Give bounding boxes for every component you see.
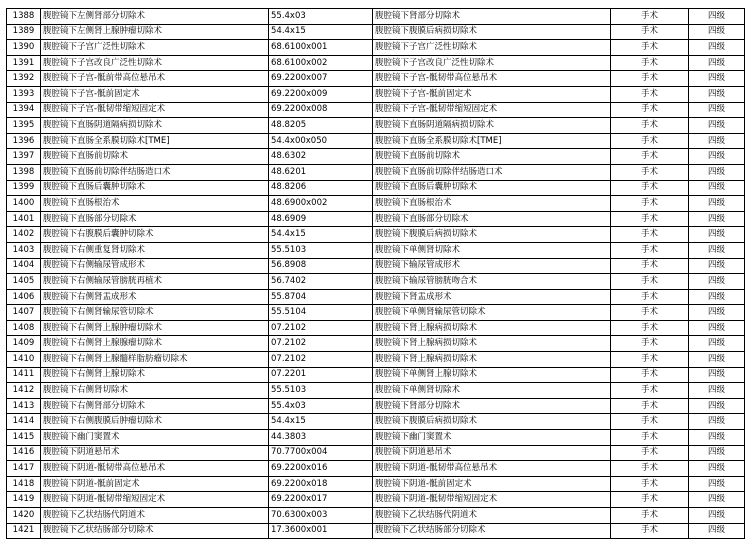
procedure-code: 56.8908 bbox=[269, 258, 373, 274]
procedure-level: 四级 bbox=[689, 445, 745, 461]
row-index: 1403 bbox=[7, 242, 41, 258]
procedure-level: 四级 bbox=[689, 523, 745, 539]
procedure-name: 腹腔镜下直肠阴道隔病损切除术 bbox=[41, 118, 269, 134]
procedure-code: 48.8206 bbox=[269, 180, 373, 196]
procedure-table bbox=[6, 8, 745, 539]
procedure-type: 手术 bbox=[611, 258, 689, 274]
row-index: 1416 bbox=[7, 445, 41, 461]
procedure-name: 腹腔镜下右侧输尿管膀胱再植术 bbox=[41, 274, 269, 290]
procedure-type: 手术 bbox=[611, 461, 689, 477]
procedure-type: 手术 bbox=[611, 430, 689, 446]
standard-name: 腹腔镜下阴道-骶韧带高位悬吊术 bbox=[373, 461, 611, 477]
procedure-type: 手术 bbox=[611, 24, 689, 40]
procedure-code: 55.4x03 bbox=[269, 398, 373, 414]
standard-name: 腹腔镜下直肠前切除伴结肠造口术 bbox=[373, 164, 611, 180]
procedure-level: 四级 bbox=[689, 508, 745, 524]
procedure-code: 55.5104 bbox=[269, 305, 373, 321]
procedure-level: 四级 bbox=[689, 227, 745, 243]
procedure-code: 07.2102 bbox=[269, 320, 373, 336]
table-row bbox=[7, 40, 745, 56]
procedure-level: 四级 bbox=[689, 430, 745, 446]
procedure-code: 70.7700x004 bbox=[269, 445, 373, 461]
procedure-code: 68.6100x002 bbox=[269, 55, 373, 71]
procedure-level: 四级 bbox=[689, 196, 745, 212]
procedure-level: 四级 bbox=[689, 71, 745, 87]
procedure-level: 四级 bbox=[689, 9, 745, 25]
procedure-name: 腹腔镜下阴道-骶前固定术 bbox=[41, 476, 269, 492]
standard-name: 腹腔镜下肾上腺病损切除术 bbox=[373, 336, 611, 352]
procedure-code: 07.2102 bbox=[269, 352, 373, 368]
procedure-level: 四级 bbox=[689, 211, 745, 227]
row-index: 1402 bbox=[7, 227, 41, 243]
procedure-name: 腹腔镜下阴道-骶韧带高位悬吊术 bbox=[41, 461, 269, 477]
standard-name: 腹腔镜下输尿管成形术 bbox=[373, 258, 611, 274]
procedure-level: 四级 bbox=[689, 55, 745, 71]
table-row bbox=[7, 133, 745, 149]
procedure-type: 手术 bbox=[611, 102, 689, 118]
procedure-code: 54.4x15 bbox=[269, 227, 373, 243]
procedure-code: 54.4x00x050 bbox=[269, 133, 373, 149]
procedure-code: 69.2200x018 bbox=[269, 476, 373, 492]
procedure-type: 手术 bbox=[611, 336, 689, 352]
procedure-code: 55.5103 bbox=[269, 242, 373, 258]
row-index: 1411 bbox=[7, 367, 41, 383]
table-row bbox=[7, 258, 745, 274]
standard-name: 腹腔镜下肾部分切除术 bbox=[373, 9, 611, 25]
procedure-name: 腹腔镜下右腹膜后囊肿切除术 bbox=[41, 227, 269, 243]
standard-name: 腹腔镜下单侧肾上腺切除术 bbox=[373, 367, 611, 383]
standard-name: 腹腔镜下子宫改良广泛性切除术 bbox=[373, 55, 611, 71]
row-index: 1419 bbox=[7, 492, 41, 508]
procedure-type: 手术 bbox=[611, 211, 689, 227]
standard-name: 腹腔镜下乙状结肠代阴道术 bbox=[373, 508, 611, 524]
procedure-type: 手术 bbox=[611, 242, 689, 258]
procedure-level: 四级 bbox=[689, 164, 745, 180]
standard-name: 腹腔镜下直肠全系膜切除术[TME] bbox=[373, 133, 611, 149]
procedure-code: 07.2201 bbox=[269, 367, 373, 383]
table-row bbox=[7, 71, 745, 87]
table-row bbox=[7, 476, 745, 492]
procedure-code: 44.3803 bbox=[269, 430, 373, 446]
procedure-type: 手术 bbox=[611, 118, 689, 134]
procedure-level: 四级 bbox=[689, 40, 745, 56]
procedure-level: 四级 bbox=[689, 274, 745, 290]
table-row bbox=[7, 196, 745, 212]
procedure-code: 69.2200x017 bbox=[269, 492, 373, 508]
standard-name: 腹腔镜下阴道-骶前固定术 bbox=[373, 476, 611, 492]
procedure-type: 手术 bbox=[611, 55, 689, 71]
row-index: 1421 bbox=[7, 523, 41, 539]
procedure-name: 腹腔镜下右侧肾输尿管切除术 bbox=[41, 305, 269, 321]
procedure-code: 70.6300x003 bbox=[269, 508, 373, 524]
procedure-name: 腹腔镜下直肠前切除术 bbox=[41, 149, 269, 165]
row-index: 1407 bbox=[7, 305, 41, 321]
procedure-name: 腹腔镜下右侧肾盂成形术 bbox=[41, 289, 269, 305]
row-index: 1408 bbox=[7, 320, 41, 336]
procedure-name: 腹腔镜下子宫-骶前带高位悬吊术 bbox=[41, 71, 269, 87]
standard-name: 腹腔镜下腹膜后病损切除术 bbox=[373, 24, 611, 40]
procedure-name: 腹腔镜下子宫-骶前固定术 bbox=[41, 86, 269, 102]
standard-name: 腹腔镜下直肠根治术 bbox=[373, 196, 611, 212]
procedure-level: 四级 bbox=[689, 242, 745, 258]
procedure-name: 腹腔镜下乙状结肠部分切除术 bbox=[41, 523, 269, 539]
procedure-type: 手术 bbox=[611, 71, 689, 87]
table-row bbox=[7, 24, 745, 40]
row-index: 1394 bbox=[7, 102, 41, 118]
row-index: 1414 bbox=[7, 414, 41, 430]
procedure-name: 腹腔镜下直肠前切除伴结肠造口术 bbox=[41, 164, 269, 180]
standard-name: 腹腔镜下阴道-骶韧带缩短固定术 bbox=[373, 492, 611, 508]
table-row bbox=[7, 227, 745, 243]
row-index: 1404 bbox=[7, 258, 41, 274]
procedure-type: 手术 bbox=[611, 9, 689, 25]
row-index: 1418 bbox=[7, 476, 41, 492]
procedure-type: 手术 bbox=[611, 196, 689, 212]
procedure-code: 55.4x03 bbox=[269, 9, 373, 25]
procedure-name: 腹腔镜下右侧腹膜后肿瘤切除术 bbox=[41, 414, 269, 430]
procedure-code: 48.6900x002 bbox=[269, 196, 373, 212]
procedure-name: 腹腔镜下子宫改良广泛性切除术 bbox=[41, 55, 269, 71]
row-index: 1406 bbox=[7, 289, 41, 305]
procedure-level: 四级 bbox=[689, 133, 745, 149]
procedure-type: 手术 bbox=[611, 86, 689, 102]
standard-name: 腹腔镜下肾上腺病损切除术 bbox=[373, 320, 611, 336]
procedure-name: 腹腔镜下阴道悬吊术 bbox=[41, 445, 269, 461]
row-index: 1388 bbox=[7, 9, 41, 25]
standard-name: 腹腔镜下腹膜后病损切除术 bbox=[373, 227, 611, 243]
table-body bbox=[7, 9, 745, 539]
procedure-type: 手术 bbox=[611, 398, 689, 414]
procedure-type: 手术 bbox=[611, 414, 689, 430]
standard-name: 腹腔镜下单侧肾切除术 bbox=[373, 242, 611, 258]
table-row bbox=[7, 367, 745, 383]
table-row bbox=[7, 274, 745, 290]
procedure-name: 腹腔镜下右侧输尿管成形术 bbox=[41, 258, 269, 274]
procedure-code: 48.6201 bbox=[269, 164, 373, 180]
procedure-type: 手术 bbox=[611, 352, 689, 368]
standard-name: 腹腔镜下子宫-骶前固定术 bbox=[373, 86, 611, 102]
procedure-level: 四级 bbox=[689, 352, 745, 368]
row-index: 1396 bbox=[7, 133, 41, 149]
procedure-code: 68.6100x001 bbox=[269, 40, 373, 56]
row-index: 1409 bbox=[7, 336, 41, 352]
procedure-level: 四级 bbox=[689, 180, 745, 196]
row-index: 1412 bbox=[7, 383, 41, 399]
procedure-code: 54.4x15 bbox=[269, 414, 373, 430]
table-row bbox=[7, 383, 745, 399]
procedure-code: 48.6302 bbox=[269, 149, 373, 165]
table-row bbox=[7, 430, 745, 446]
standard-name: 腹腔镜下单侧肾切除术 bbox=[373, 383, 611, 399]
procedure-type: 手术 bbox=[611, 367, 689, 383]
standard-name: 腹腔镜下肾盂成形术 bbox=[373, 289, 611, 305]
table-row bbox=[7, 508, 745, 524]
standard-name: 腹腔镜下腹膜后病损切除术 bbox=[373, 414, 611, 430]
procedure-level: 四级 bbox=[689, 149, 745, 165]
procedure-code: 69.2200x016 bbox=[269, 461, 373, 477]
procedure-level: 四级 bbox=[689, 320, 745, 336]
table-row bbox=[7, 414, 745, 430]
table-row bbox=[7, 180, 745, 196]
table-row bbox=[7, 445, 745, 461]
row-index: 1395 bbox=[7, 118, 41, 134]
procedure-level: 四级 bbox=[689, 86, 745, 102]
table-row bbox=[7, 242, 745, 258]
procedure-type: 手术 bbox=[611, 523, 689, 539]
table-row bbox=[7, 523, 745, 539]
procedure-type: 手术 bbox=[611, 320, 689, 336]
procedure-name: 腹腔镜下右侧肾上腺髓样脂肪瘤切除术 bbox=[41, 352, 269, 368]
procedure-type: 手术 bbox=[611, 180, 689, 196]
table-row bbox=[7, 398, 745, 414]
row-index: 1391 bbox=[7, 55, 41, 71]
procedure-level: 四级 bbox=[689, 305, 745, 321]
procedure-level: 四级 bbox=[689, 102, 745, 118]
procedure-name: 腹腔镜下子宫-骶韧带缩短固定术 bbox=[41, 102, 269, 118]
procedure-code: 07.2102 bbox=[269, 336, 373, 352]
procedure-level: 四级 bbox=[689, 258, 745, 274]
standard-name: 腹腔镜下直肠前切除术 bbox=[373, 149, 611, 165]
table-row bbox=[7, 461, 745, 477]
row-index: 1392 bbox=[7, 71, 41, 87]
table-row bbox=[7, 305, 745, 321]
row-index: 1415 bbox=[7, 430, 41, 446]
procedure-level: 四级 bbox=[689, 24, 745, 40]
procedure-name: 腹腔镜下右侧肾上腺腺瘤切除术 bbox=[41, 336, 269, 352]
procedure-name: 腹腔镜下右侧肾部分切除术 bbox=[41, 398, 269, 414]
procedure-name: 腹腔镜下左侧肾部分切除术 bbox=[41, 9, 269, 25]
standard-name: 腹腔镜下输尿管膀胱吻合术 bbox=[373, 274, 611, 290]
procedure-code: 48.6909 bbox=[269, 211, 373, 227]
procedure-level: 四级 bbox=[689, 461, 745, 477]
procedure-name: 腹腔镜下直肠部分切除术 bbox=[41, 211, 269, 227]
procedure-level: 四级 bbox=[689, 289, 745, 305]
table-row bbox=[7, 336, 745, 352]
table-row bbox=[7, 9, 745, 25]
standard-name: 腹腔镜下肾上腺病损切除术 bbox=[373, 352, 611, 368]
table-row bbox=[7, 149, 745, 165]
procedure-name: 腹腔镜下乙状结肠代阴道术 bbox=[41, 508, 269, 524]
procedure-name: 腹腔镜下右侧肾上腺肿瘤切除术 bbox=[41, 320, 269, 336]
procedure-code: 56.7402 bbox=[269, 274, 373, 290]
table-row bbox=[7, 55, 745, 71]
procedure-code: 17.3600x001 bbox=[269, 523, 373, 539]
table-row bbox=[7, 289, 745, 305]
standard-name: 腹腔镜下幽门窦置术 bbox=[373, 430, 611, 446]
row-index: 1399 bbox=[7, 180, 41, 196]
procedure-level: 四级 bbox=[689, 414, 745, 430]
procedure-level: 四级 bbox=[689, 398, 745, 414]
table-row bbox=[7, 164, 745, 180]
procedure-name: 腹腔镜下直肠后囊肿切除术 bbox=[41, 180, 269, 196]
table-row bbox=[7, 352, 745, 368]
procedure-code: 48.8205 bbox=[269, 118, 373, 134]
procedure-type: 手术 bbox=[611, 149, 689, 165]
standard-name: 腹腔镜下直肠部分切除术 bbox=[373, 211, 611, 227]
procedure-code: 69.2200x009 bbox=[269, 86, 373, 102]
procedure-code: 69.2200x008 bbox=[269, 102, 373, 118]
procedure-type: 手术 bbox=[611, 289, 689, 305]
procedure-name: 腹腔镜下直肠全系膜切除术[TME] bbox=[41, 133, 269, 149]
procedure-name: 腹腔镜下幽门窦置术 bbox=[41, 430, 269, 446]
row-index: 1405 bbox=[7, 274, 41, 290]
procedure-name: 腹腔镜下左侧肾上腺肿瘤切除术 bbox=[41, 24, 269, 40]
standard-name: 腹腔镜下单侧肾输尿管切除术 bbox=[373, 305, 611, 321]
procedure-level: 四级 bbox=[689, 476, 745, 492]
procedure-type: 手术 bbox=[611, 164, 689, 180]
row-index: 1401 bbox=[7, 211, 41, 227]
procedure-name: 腹腔镜下阴道-骶韧带缩短固定术 bbox=[41, 492, 269, 508]
table-row bbox=[7, 86, 745, 102]
procedure-code: 55.8704 bbox=[269, 289, 373, 305]
row-index: 1393 bbox=[7, 86, 41, 102]
procedure-type: 手术 bbox=[611, 508, 689, 524]
procedure-type: 手术 bbox=[611, 383, 689, 399]
procedure-code: 54.4x15 bbox=[269, 24, 373, 40]
procedure-type: 手术 bbox=[611, 227, 689, 243]
row-index: 1398 bbox=[7, 164, 41, 180]
standard-name: 腹腔镜下肾部分切除术 bbox=[373, 398, 611, 414]
standard-name: 腹腔镜下阴道悬吊术 bbox=[373, 445, 611, 461]
procedure-type: 手术 bbox=[611, 445, 689, 461]
row-index: 1420 bbox=[7, 508, 41, 524]
procedure-type: 手术 bbox=[611, 40, 689, 56]
procedure-level: 四级 bbox=[689, 336, 745, 352]
row-index: 1389 bbox=[7, 24, 41, 40]
procedure-type: 手术 bbox=[611, 274, 689, 290]
procedure-name: 腹腔镜下右侧重复肾切除术 bbox=[41, 242, 269, 258]
procedure-code: 69.2200x007 bbox=[269, 71, 373, 87]
procedure-type: 手术 bbox=[611, 476, 689, 492]
procedure-name: 腹腔镜下右侧肾上腺切除术 bbox=[41, 367, 269, 383]
procedure-type: 手术 bbox=[611, 133, 689, 149]
standard-name: 腹腔镜下子宫广泛性切除术 bbox=[373, 40, 611, 56]
standard-name: 腹腔镜下子宫-骶韧带高位悬吊术 bbox=[373, 71, 611, 87]
procedure-type: 手术 bbox=[611, 305, 689, 321]
row-index: 1413 bbox=[7, 398, 41, 414]
row-index: 1410 bbox=[7, 352, 41, 368]
table-row bbox=[7, 118, 745, 134]
row-index: 1400 bbox=[7, 196, 41, 212]
procedure-name: 腹腔镜下直肠根治术 bbox=[41, 196, 269, 212]
table-row bbox=[7, 211, 745, 227]
standard-name: 腹腔镜下直肠阴道隔病损切除术 bbox=[373, 118, 611, 134]
table-row bbox=[7, 492, 745, 508]
table-row bbox=[7, 320, 745, 336]
procedure-code: 55.5103 bbox=[269, 383, 373, 399]
row-index: 1397 bbox=[7, 149, 41, 165]
procedure-name: 腹腔镜下子宫广泛性切除术 bbox=[41, 40, 269, 56]
standard-name: 腹腔镜下乙状结肠部分切除术 bbox=[373, 523, 611, 539]
procedure-level: 四级 bbox=[689, 383, 745, 399]
row-index: 1417 bbox=[7, 461, 41, 477]
procedure-name: 腹腔镜下右侧肾切除术 bbox=[41, 383, 269, 399]
procedure-level: 四级 bbox=[689, 367, 745, 383]
procedure-level: 四级 bbox=[689, 492, 745, 508]
table-row bbox=[7, 102, 745, 118]
standard-name: 腹腔镜下直肠后囊肿切除术 bbox=[373, 180, 611, 196]
row-index: 1390 bbox=[7, 40, 41, 56]
standard-name: 腹腔镜下子宫-骶韧带缩短固定术 bbox=[373, 102, 611, 118]
procedure-type: 手术 bbox=[611, 492, 689, 508]
procedure-level: 四级 bbox=[689, 118, 745, 134]
